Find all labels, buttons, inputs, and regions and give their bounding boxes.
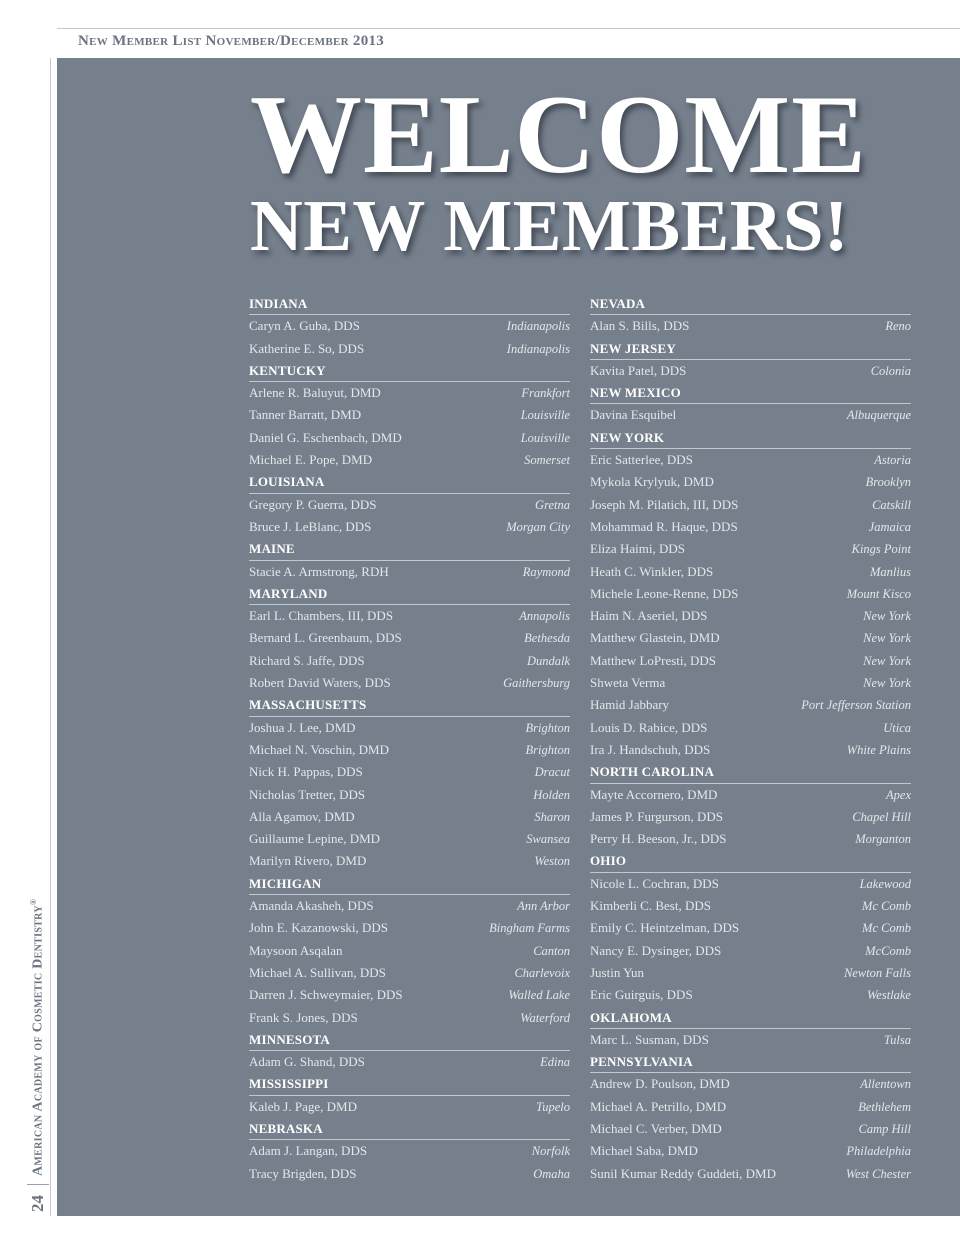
member-name: Maysoon Asqalan	[249, 942, 343, 958]
member-city: Westlake	[867, 988, 911, 1003]
state-heading: INDIANA	[249, 293, 570, 315]
member-row	[249, 850, 570, 872]
member-name: Tanner Barratt, DMD	[249, 407, 362, 423]
member-name: Alla Agamov, DMD	[249, 808, 355, 824]
member-name: Guillaume Lepine, DMD	[249, 831, 381, 847]
state-heading: NEW YORK	[590, 427, 911, 449]
member-city: Gaithersburg	[503, 676, 570, 691]
member-city: Kings Point	[851, 542, 911, 557]
member-city: Utica	[883, 720, 911, 735]
member-name: Michael A. Petrillo, DMD	[590, 1098, 727, 1114]
member-name: Eric Guirguis, DDS	[590, 987, 693, 1003]
member-name: Shweta Verma	[590, 675, 666, 691]
member-name: Michael A. Sullivan, DDS	[249, 964, 386, 980]
member-name: Caryn A. Guba, DDS	[249, 318, 360, 334]
member-row	[590, 1073, 911, 1095]
state-heading: MAINE	[249, 538, 570, 560]
member-city: Holden	[533, 787, 570, 802]
member-row	[249, 1051, 570, 1073]
member-row	[590, 360, 911, 382]
state-heading: PENNSYLVANIA	[590, 1051, 911, 1073]
member-name: Haim N. Aseriel, DDS	[590, 608, 708, 624]
member-name: Adam J. Langan, DDS	[249, 1143, 368, 1159]
member-city: Ann Arbor	[517, 899, 570, 914]
member-city: Mount Kisco	[846, 586, 911, 601]
member-row	[590, 873, 911, 895]
member-name: Marc L. Susman, DDS	[590, 1031, 709, 1047]
member-city: Bethesda	[524, 631, 570, 646]
state-heading: NORTH CAROLINA	[590, 761, 911, 783]
member-city: Raymond	[522, 564, 570, 579]
member-name: Nicholas Tretter, DDS	[249, 786, 366, 802]
member-row	[249, 1007, 570, 1029]
member-name: Eric Satterlee, DDS	[590, 452, 693, 468]
member-row	[590, 605, 911, 627]
member-row	[249, 427, 570, 449]
member-name: Kaleb J. Page, DMD	[249, 1098, 357, 1114]
member-row	[590, 404, 911, 426]
member-name: Heath C. Winkler, DDS	[590, 563, 714, 579]
member-city: Brighton	[525, 720, 570, 735]
member-name: Katherine E. So, DDS	[249, 340, 365, 356]
member-name: Marilyn Rivero, DMD	[249, 853, 367, 869]
member-row	[249, 382, 570, 404]
member-row	[249, 561, 570, 583]
member-name: Mohammad R. Haque, DDS	[590, 518, 738, 534]
member-name: Earl L. Chambers, III, DDS	[249, 608, 394, 624]
member-name: Michael E. Pope, DMD	[249, 452, 373, 468]
member-city: Manlius	[870, 564, 911, 579]
member-name: Kimberli C. Best, DDS	[590, 898, 711, 914]
member-city: Indianapolis	[506, 341, 570, 356]
member-name: Davina Esquibel	[590, 407, 677, 423]
member-city: Astoria	[874, 453, 911, 468]
member-city: New York	[863, 631, 911, 646]
member-row	[590, 516, 911, 538]
member-row	[590, 561, 911, 583]
state-heading: NEW MEXICO	[590, 382, 911, 404]
member-city: Walled Lake	[508, 988, 570, 1003]
member-city: New York	[863, 609, 911, 624]
member-row	[590, 650, 911, 672]
page-header-title: New Member List November/December 2013	[78, 33, 385, 49]
publication-name-text: American Academy of Cosmetic Dentistry	[30, 905, 46, 1176]
publication-name	[29, 899, 47, 1176]
member-name: Joseph M. Pilatich, III, DDS	[590, 496, 739, 512]
member-name: Kavita Patel, DDS	[590, 362, 687, 378]
member-name: Michael Saba, DMD	[590, 1143, 698, 1159]
member-city: Dracut	[534, 765, 570, 780]
member-row	[249, 1140, 570, 1162]
member-name: Nancy E. Dysinger, DDS	[590, 942, 722, 958]
member-name: Frank S. Jones, DDS	[249, 1009, 358, 1025]
member-name: Robert David Waters, DDS	[249, 675, 391, 691]
member-name: Stacie A. Armstrong, RDH	[249, 563, 389, 579]
member-row	[590, 672, 911, 694]
member-city: Philadelphia	[846, 1144, 911, 1159]
member-row	[590, 895, 911, 917]
member-row	[249, 1163, 570, 1185]
member-row	[590, 1163, 911, 1185]
member-name: Michael C. Verber, DMD	[590, 1120, 722, 1136]
member-row	[249, 605, 570, 627]
member-row	[590, 694, 911, 716]
member-city: Louisville	[520, 408, 570, 423]
member-city: Swansea	[526, 832, 570, 847]
member-name: Joshua J. Lee, DMD	[249, 719, 356, 735]
member-city: Charlevoix	[514, 965, 570, 980]
member-row	[249, 806, 570, 828]
member-row	[590, 538, 911, 560]
member-city: Dundalk	[526, 653, 570, 668]
member-name: Emily C. Heintzelman, DDS	[590, 920, 740, 936]
member-city: Morganton	[855, 832, 911, 847]
member-row	[249, 494, 570, 516]
member-row	[249, 984, 570, 1006]
member-name: Louis D. Rabice, DDS	[590, 719, 708, 735]
member-name: Matthew Glastein, DMD	[590, 630, 720, 646]
member-row	[249, 449, 570, 471]
member-city: Omaha	[533, 1166, 570, 1181]
member-name: Michael N. Voschin, DMD	[249, 741, 389, 757]
member-city: Norfolk	[531, 1144, 570, 1159]
member-name: Matthew LoPresti, DDS	[590, 652, 717, 668]
state-heading: NEBRASKA	[249, 1118, 570, 1140]
member-row	[249, 828, 570, 850]
member-city: Annapolis	[519, 609, 570, 624]
member-row	[590, 717, 911, 739]
member-city: White Plains	[846, 742, 911, 757]
member-city: Chapel Hill	[852, 809, 911, 824]
member-name: John E. Kazanowski, DDS	[249, 920, 389, 936]
member-city: Albuquerque	[846, 408, 911, 423]
member-city: Lakewood	[859, 876, 911, 891]
member-row	[249, 627, 570, 649]
member-name: Nick H. Pappas, DDS	[249, 764, 363, 780]
member-row	[249, 761, 570, 783]
member-city: Allentown	[860, 1077, 911, 1092]
member-name: Mayte Accornero, DMD	[590, 786, 718, 802]
state-heading: MARYLAND	[249, 583, 570, 605]
member-city: Jamaica	[868, 519, 911, 534]
member-row	[590, 806, 911, 828]
member-name: Tracy Brigden, DDS	[249, 1165, 357, 1181]
member-row	[590, 315, 911, 337]
page-sidebar	[25, 872, 51, 1212]
sidebar-separator	[27, 1184, 49, 1185]
member-row	[590, 583, 911, 605]
member-city: Indianapolis	[506, 319, 570, 334]
member-row	[590, 1029, 911, 1051]
member-city: Reno	[885, 319, 911, 334]
member-row	[249, 962, 570, 984]
state-heading: MASSACHUSETTS	[249, 694, 570, 716]
member-row	[249, 650, 570, 672]
member-name: Gregory P. Guerra, DDS	[249, 496, 377, 512]
member-city: Tupelo	[535, 1099, 570, 1114]
member-city: Camp Hill	[858, 1121, 911, 1136]
member-city: Sharon	[534, 809, 570, 824]
member-row	[590, 471, 911, 493]
header-rule	[57, 28, 960, 29]
member-row	[249, 404, 570, 426]
member-city: Mc Comb	[862, 899, 911, 914]
member-city: New York	[863, 653, 911, 668]
member-name: Sunil Kumar Reddy Guddeti, DMD	[590, 1165, 776, 1181]
member-city: Colonia	[870, 363, 911, 378]
state-heading: KENTUCKY	[249, 360, 570, 382]
member-row	[590, 917, 911, 939]
member-name: Mykola Krylyuk, DMD	[590, 474, 714, 490]
member-city: Tulsa	[883, 1032, 911, 1047]
hero-welcome: WELCOME	[250, 73, 867, 197]
member-row	[249, 672, 570, 694]
member-name: Bruce J. LeBlanc, DDS	[249, 518, 372, 534]
member-city: Bethlehem	[858, 1099, 911, 1114]
member-row	[249, 717, 570, 739]
member-name: Amanda Akasheh, DDS	[249, 898, 374, 914]
member-name: Adam G. Shand, DDS	[249, 1054, 365, 1070]
member-city: Somerset	[524, 453, 570, 468]
member-row	[590, 627, 911, 649]
member-row	[590, 1118, 911, 1140]
member-row	[249, 784, 570, 806]
member-row	[249, 516, 570, 538]
member-city: Weston	[534, 854, 570, 869]
member-city: Frankfort	[521, 386, 570, 401]
member-name: Ira J. Handschuh, DDS	[590, 741, 711, 757]
member-city: Mc Comb	[862, 921, 911, 936]
member-row	[249, 895, 570, 917]
member-city: Gretna	[535, 497, 570, 512]
member-column-left	[249, 293, 570, 1185]
member-row	[590, 984, 911, 1006]
member-row	[590, 784, 911, 806]
hero-new-members: NEW MEMBERS!	[250, 185, 849, 266]
member-name: Arlene R. Baluyut, DMD	[249, 385, 381, 401]
member-city: Newton Falls	[843, 965, 911, 980]
member-name: Andrew D. Poulson, DMD	[590, 1076, 730, 1092]
member-row	[249, 1096, 570, 1118]
member-city: Edina	[540, 1055, 570, 1070]
member-city: Bingham Farms	[489, 921, 570, 936]
member-column-right	[590, 293, 911, 1185]
member-row	[590, 940, 911, 962]
state-heading: MICHIGAN	[249, 873, 570, 895]
member-name: Eliza Haimi, DDS	[590, 541, 685, 557]
state-heading: LOUISIANA	[249, 471, 570, 493]
member-row	[249, 940, 570, 962]
member-city: West Chester	[845, 1166, 911, 1181]
member-name: Bernard L. Greenbaum, DDS	[249, 630, 402, 646]
member-row	[590, 1096, 911, 1118]
member-city: Apex	[886, 787, 911, 802]
member-row	[249, 739, 570, 761]
member-city: Louisville	[520, 430, 570, 445]
state-heading: MISSISSIPPI	[249, 1073, 570, 1095]
member-name: Daniel G. Eschenbach, DMD	[249, 429, 402, 445]
state-heading: NEW JERSEY	[590, 338, 911, 360]
member-city: Port Jefferson Station	[801, 698, 911, 713]
member-city: Waterford	[520, 1010, 570, 1025]
member-city: New York	[863, 676, 911, 691]
member-row	[590, 828, 911, 850]
member-row	[249, 315, 570, 337]
member-city: Brighton	[525, 742, 570, 757]
member-row	[590, 739, 911, 761]
member-name: Nicole L. Cochran, DDS	[590, 875, 719, 891]
member-name: Justin Yun	[590, 964, 645, 980]
member-name: James P. Furgurson, DDS	[590, 808, 724, 824]
member-row	[249, 917, 570, 939]
member-row	[590, 962, 911, 984]
member-city: Morgan City	[506, 519, 570, 534]
state-heading: OKLAHOMA	[590, 1007, 911, 1029]
member-row	[590, 494, 911, 516]
member-name: Darren J. Schweymaier, DDS	[249, 987, 403, 1003]
member-city: Canton	[533, 943, 570, 958]
member-name: Perry H. Beeson, Jr., DDS	[590, 831, 727, 847]
page-number: 24	[28, 1195, 47, 1212]
member-name: Richard S. Jaffe, DDS	[249, 652, 365, 668]
state-heading: NEVADA	[590, 293, 911, 315]
member-row	[590, 449, 911, 471]
member-name: Michele Leone-Renne, DDS	[590, 585, 739, 601]
state-heading: OHIO	[590, 850, 911, 872]
member-row	[249, 338, 570, 360]
registered-mark: ®	[29, 898, 39, 906]
member-name: Alan S. Bills, DDS	[590, 318, 690, 334]
member-row	[590, 1140, 911, 1162]
member-city: McComb	[865, 943, 911, 958]
member-city: Catskill	[872, 497, 911, 512]
member-city: Brooklyn	[865, 475, 911, 490]
member-name: Hamid Jabbary	[590, 697, 670, 713]
state-heading: MINNESOTA	[249, 1029, 570, 1051]
